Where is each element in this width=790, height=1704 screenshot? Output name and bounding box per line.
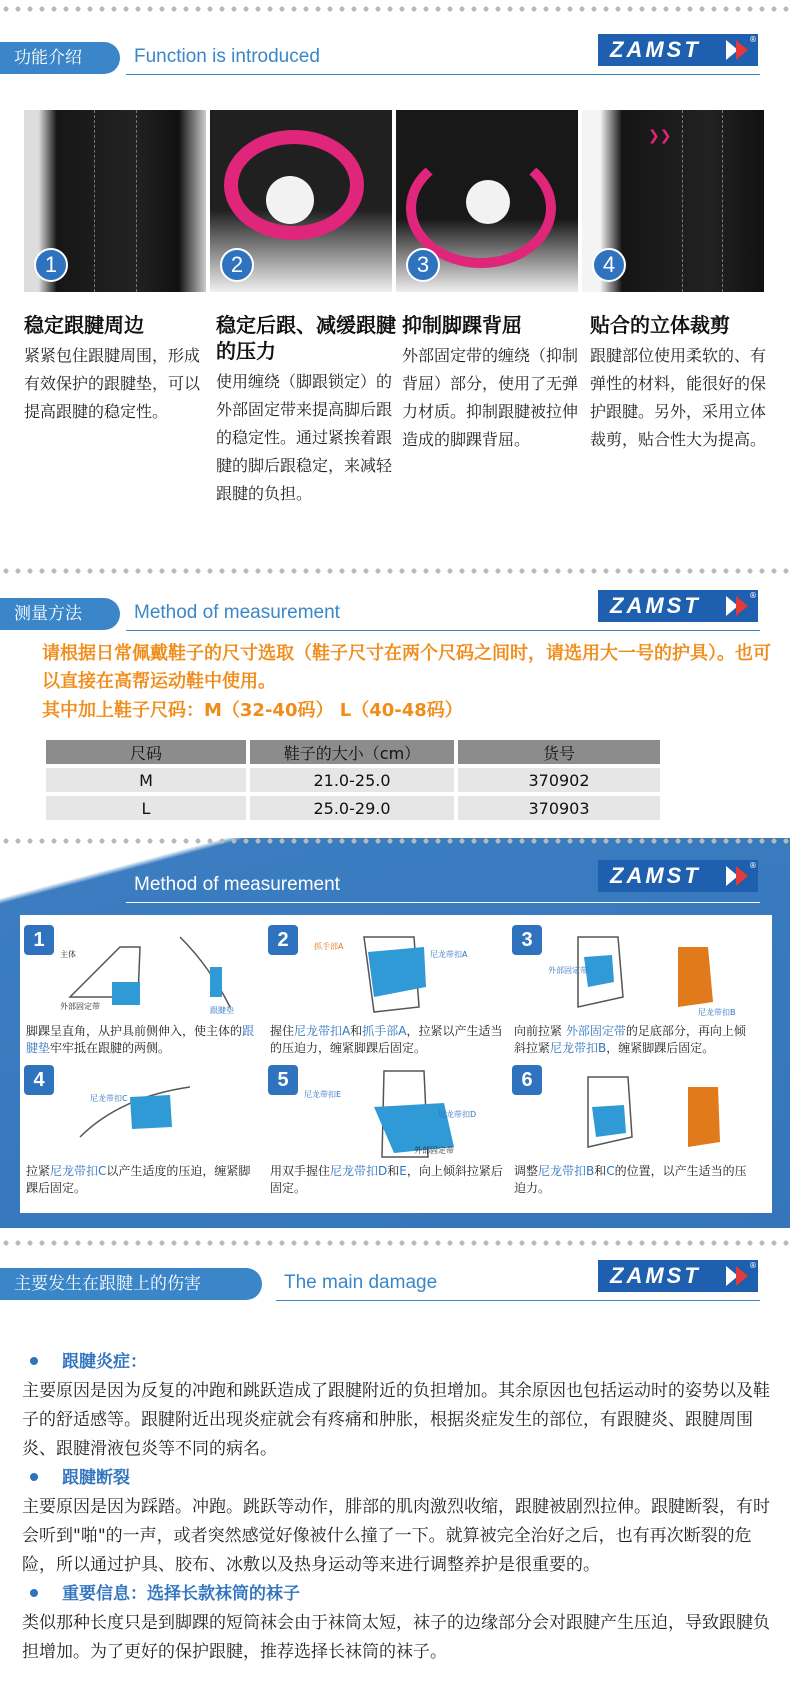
section-title-en: The main damage (284, 1272, 438, 1293)
step-illustration (304, 927, 500, 1019)
feature-title: 稳定后跟、减缓跟腱的压力 (216, 313, 396, 363)
svg-text:尼龙带扣E: 尼龙带扣E (304, 1090, 342, 1099)
zamst-logo: ZAMST ® (598, 34, 758, 66)
bullet-icon (30, 1589, 38, 1597)
feature-text: 紧紧包住跟腱周围，形成有效保护的跟腱垫，可以提高跟腱的稳定性。 (24, 346, 201, 421)
wearing-guide (20, 915, 772, 1213)
step-illustration (60, 927, 256, 1019)
step-6 (512, 1065, 752, 1205)
svg-text:外部固定带: 外部固定带 (60, 1002, 100, 1011)
section-title-en: Method of measurement (134, 602, 340, 623)
step-1 (24, 925, 264, 1065)
step-text: 拉紧尼龙带扣C以产生适度的压迫，缠紧脚踝后固定。 (26, 1164, 251, 1195)
header-underline (126, 902, 760, 903)
step-number: 4 (24, 1065, 54, 1095)
step-number: 6 (512, 1065, 542, 1095)
step-2 (268, 925, 508, 1065)
feature-number-badge: 4 (592, 248, 626, 282)
feature-photos (24, 110, 764, 292)
table-cell: 21.0-25.0 (250, 768, 454, 792)
feature-title: 抑制脚踝背屈 (402, 313, 522, 337)
header-underline (276, 1300, 760, 1301)
step-text: 握住尼龙带扣A和抓手部A，拉紧以产生适当的压迫力，缠紧脚踝后固定。 (270, 1024, 503, 1055)
svg-text:抓手部A: 抓手部A (314, 942, 344, 951)
table-row (46, 768, 660, 792)
feature-number-badge: 3 (406, 248, 440, 282)
feature-4 (590, 312, 770, 454)
step-5 (268, 1065, 508, 1205)
feature-title: 贴合的立体裁剪 (590, 313, 730, 337)
damage-item-text: 主要原因是因为踩踏。冲跑。跳跃等动作，腓部的肌肉激烈收缩，跟腱被剧烈拉伸。跟腱断裂，有时会听到"啪"的一声，或者突然感觉好像被什么撞了一下。就算被完全治好之后，也有再次断裂的危险，所以通过护具、胶布、冰敷以及热身运动等来进行调整养护是很重要的。 (22, 1497, 770, 1575)
feature-title: 稳定跟腱周边 (24, 313, 144, 337)
feature-3 (402, 312, 582, 454)
step-number: 2 (268, 925, 298, 955)
table-row (46, 796, 660, 820)
step-text: 向前拉紧 外部固定带的足底部分，再向上倾斜拉紧尼龙带扣B，缠紧脚踝后固定。 (514, 1024, 746, 1055)
bullet-icon (30, 1357, 38, 1365)
column-header: 尺码 (46, 740, 246, 764)
feature-number-badge: 2 (220, 248, 254, 282)
logo-chevron-icon: ❯❯ (648, 128, 672, 144)
bullet-icon (30, 1473, 38, 1481)
zamst-logo: ZAMST ® (598, 860, 758, 892)
step-illustration (304, 1067, 500, 1159)
step-illustration (548, 927, 744, 1019)
product-photo-2 (210, 110, 392, 292)
feature-number-badge: 1 (34, 248, 68, 282)
feature-text: 使用缠绕（脚跟锁定）的外部固定带来提高脚后跟的稳定性。通过紧挨着跟腱的脚后跟稳定，来减轻跟腱的负担。 (216, 372, 393, 503)
feature-1 (24, 312, 204, 426)
table-cell: M (46, 768, 246, 792)
section-tag: 主要发生在跟腱上的伤害 (0, 1268, 262, 1300)
product-photo-1 (24, 110, 206, 292)
section-tag: 测量方法 (0, 598, 120, 630)
step-number: 1 (24, 925, 54, 955)
table-cell: L (46, 796, 246, 820)
step-3 (512, 925, 752, 1065)
product-photo-4 (582, 110, 764, 292)
svg-text:尼龙带扣B: 尼龙带扣B (698, 1008, 736, 1017)
step-illustration (60, 1067, 256, 1159)
feature-text: 外部固定带的缠绕（抑制背屈）部分，使用了无弹力材质。抑制跟腱被拉伸造成的脚踝背屈。 (402, 346, 579, 449)
damage-item-text: 类似那种长度只是到脚踝的短筒袜会由于袜筒太短，袜子的边缘部分会对跟腱产生压迫，导致跟腱负担增加。为了更好的保护跟腱，推荐选择长袜筒的袜子。 (22, 1613, 770, 1662)
feature-text: 跟腱部位使用柔软的、有弹性的材料，能很好的保护跟腱。另外，采用立体裁剪，贴合性大为提高。 (590, 346, 767, 449)
svg-text:尼龙带扣D: 尼龙带扣D (438, 1110, 477, 1119)
step-illustration (548, 1067, 744, 1159)
table-cell: 370902 (458, 768, 660, 792)
zamst-logo: ZAMST ® (598, 590, 758, 622)
step-text: 调整尼龙带扣B和C的位置，以产生适当的压迫力。 (514, 1164, 747, 1195)
section-title-en: Method of measurement (134, 874, 340, 895)
shoe-size-note: 其中加上鞋子尺码：M（32-40码） L（40-48码） (42, 700, 463, 721)
damage-item-title: 跟腱炎症： (22, 1348, 772, 1377)
dotted-divider (0, 6, 790, 12)
svg-text:尼龙带扣C: 尼龙带扣C (90, 1094, 128, 1103)
svg-text:跟腱垫: 跟腱垫 (210, 1006, 234, 1015)
step-text: 脚踝呈直角，从护具前侧伸入，使主体的跟腱垫牢牢抵在跟腱的两侧。 (26, 1024, 255, 1055)
step-number: 3 (512, 925, 542, 955)
damage-list (22, 1348, 772, 1667)
dotted-divider (0, 838, 790, 844)
feature-2 (216, 312, 396, 508)
svg-text:主体: 主体 (60, 950, 76, 959)
step-4 (24, 1065, 264, 1205)
header-underline (126, 630, 760, 631)
product-photo-3 (396, 110, 578, 292)
size-table (42, 736, 664, 824)
damage-item-title: 重要信息：选择长款袜筒的袜子 (22, 1580, 772, 1609)
section-title-en: Function is introduced (134, 46, 320, 67)
dotted-divider (0, 568, 790, 574)
zamst-logo: ZAMST ® (598, 1260, 758, 1292)
column-header: 鞋子的大小（cm） (250, 740, 454, 764)
dotted-divider (0, 1240, 790, 1246)
svg-text:尼龙带扣A: 尼龙带扣A (430, 950, 468, 959)
header-underline (126, 74, 760, 75)
table-cell: 25.0-29.0 (250, 796, 454, 820)
section-tag: 功能介绍 (0, 42, 120, 74)
column-header: 货号 (458, 740, 660, 764)
step-text: 用双手握住尼龙带扣D和E，向上倾斜拉紧后固定。 (270, 1164, 503, 1195)
table-cell: 370903 (458, 796, 660, 820)
damage-item-text: 主要原因是因为反复的冲跑和跳跃造成了跟腱附近的负担增加。其余原因也包括运动时的姿势以及鞋子的舒适感等。跟腱附近出现炎症就会有疼痛和肿胀，根据炎症发生的部位，有跟腱炎、跟腱周围炎、跟腱滑液包炎等不同的病名。 (22, 1381, 770, 1459)
step-number: 5 (268, 1065, 298, 1095)
svg-text:外部固定带: 外部固定带 (414, 1146, 454, 1155)
damage-item-title: 跟腱断裂 (22, 1464, 772, 1493)
svg-text:外部固定带: 外部固定带 (548, 966, 588, 975)
size-selection-note: 请根据日常佩戴鞋子的尺寸选取（鞋子尺寸在两个尺码之间时，请选用大一号的护具）。也可以直接在高帮运动鞋中使用。 (42, 643, 771, 692)
table-header-row (46, 740, 660, 764)
